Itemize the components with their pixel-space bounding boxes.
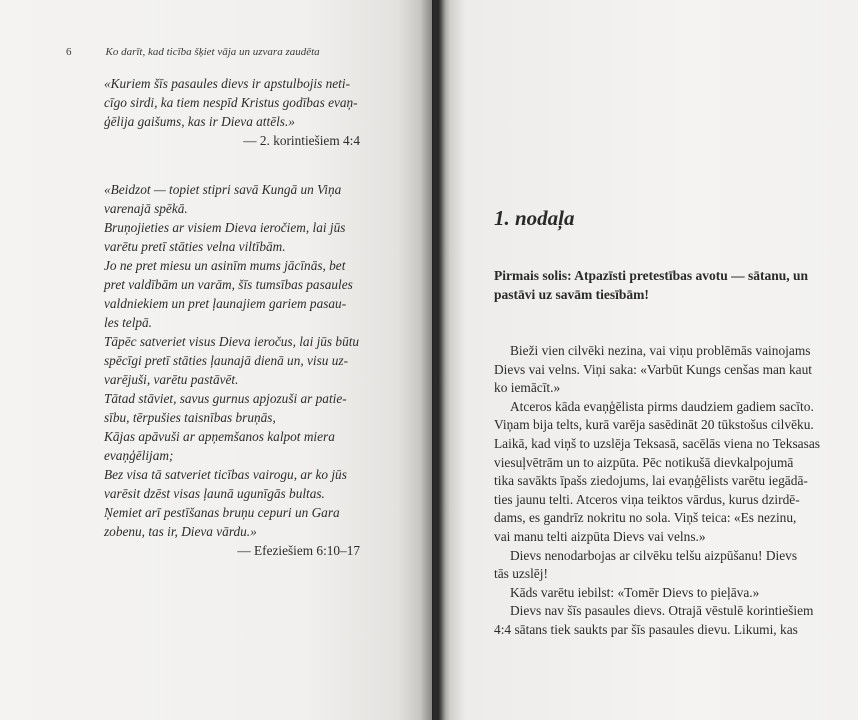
body-line: vai manu telti aizpūta Dievs vai velns.» — [494, 528, 706, 544]
epigraph-line: varēsit dzēst visas ļaunā ugunīgās bultas. — [104, 486, 325, 501]
epigraph-line: «Kuriem šīs pasaules dievs ir apstulbojis neti- — [104, 76, 350, 91]
epigraph-line: Ņemiet arī pestīšanas bruņu cepuri un Gara — [104, 505, 340, 520]
body-line: tās uzslēj! — [494, 566, 548, 582]
epigraph-line: les telpā. — [104, 315, 153, 330]
epigraph-line: Tātad stāviet, savus gurnus apjozuši ar patie- — [104, 391, 347, 406]
body-line: viesuļvētrām un to aizpūta. Pēc notikušā dievkalpojumā — [494, 454, 794, 470]
chapter-body — [494, 342, 820, 640]
epigraph-line: varētu pretī stāties velna viltībām. — [104, 239, 286, 254]
chapter-subheading — [494, 266, 820, 304]
epigraph-line: Kājas apāvuši ar apņemšanos kalpot miera — [104, 429, 335, 444]
body-line: 4:4 sātans tiek saukts par šīs pasaules dievu. Likumi, kas — [494, 621, 798, 637]
epigraph-line: evaņģēlijam; — [104, 448, 174, 463]
epigraph-reference: — Efeziešiem 6:10–17 — [237, 543, 360, 558]
body-line: Viņam bija telts, kurā varēja sasēdināt 20 tūkstošus cilvēku. — [494, 417, 814, 433]
epigraph-line: ģēlija gaišums, kas ir Dieva attēls.» — [104, 114, 295, 129]
epigraph-line: Tāpēc satveriet visus Dieva ieročus, lai jūs būtu — [104, 334, 360, 349]
epigraph-line: valdniekiem un pret ļaunajiem gariem pasau- — [104, 296, 347, 311]
body-line: tika savākts īpašs ziedojums, lai evaņģēlists varētu iegādā- — [494, 473, 808, 489]
chapter-title: 1. nodaļa — [494, 206, 575, 230]
body-line: Atceros kāda evaņģēlista pirms daudziem gadiem sacīto. — [510, 398, 814, 414]
epigraph-corinthians — [104, 74, 360, 150]
epigraph-reference: — 2. korintiešiem 4:4 — [243, 133, 360, 148]
book-gutter — [420, 0, 450, 720]
body-line: Kāds varētu iebilst: «Tomēr Dievs to pieļāva.» — [510, 584, 760, 600]
epigraph-line: pret valdībām un varām, šīs tumsības pasaules — [104, 277, 353, 292]
epigraph-ephesians — [104, 180, 360, 560]
body-line: dams, es gandrīz nokritu no sola. Viņš teica: «Es nezinu, — [494, 510, 797, 526]
body-line: ko iemācīt.» — [494, 380, 561, 396]
body-line: Dievs nav šīs pasaules dievs. Otrajā vēstulē korintiešiem — [510, 603, 814, 619]
epigraph-line: «Beidzot — topiet stipri savā Kungā un Viņa — [104, 182, 342, 197]
epigraph-line: varenajā spēkā. — [104, 201, 188, 216]
epigraph-line: zobenu, tas ir, Dieva vārdu.» — [104, 524, 257, 539]
epigraph-line: cīgo sirdi, ka tiem nespīd Kristus godības evaņ- — [104, 95, 358, 110]
epigraph-line: Bruņojieties ar visiem Dieva ieročiem, lai jūs — [104, 220, 346, 235]
epigraph-line: sību, tērpušies taisnības bruņās, — [104, 410, 276, 425]
body-line: Laikā, kad viņš to uzslēja Teksasā, sacēlās viena no Teksasas — [494, 435, 820, 451]
subheading-line: pastāvi uz savām tiesībām! — [494, 287, 649, 302]
body-line: Bieži vien cilvēki nezina, vai viņu problēmās vainojams — [510, 343, 811, 358]
running-head — [66, 46, 320, 58]
body-line: Dievs nenodarbojas ar cilvēku telšu aizpūšanu! Dievs — [510, 547, 798, 563]
epigraph-line: Jo ne pret miesu un asinīm mums jācīnās, bet — [104, 258, 346, 273]
epigraph-line: spēcīgi pretī stāties ļaunajā dienā un, visu uz- — [104, 353, 348, 368]
epigraph-line: varējuši, varētu pastāvēt. — [104, 372, 239, 387]
page-number: 6 — [66, 46, 72, 58]
epigraph-line: Bez visa tā satveriet ticības vairogu, ar ko jūs — [104, 467, 347, 482]
body-line: ties jaunu telti. Atceros viņa teiktos vārdus, kurus dzirdē- — [494, 491, 800, 507]
body-line: Dievs vai velns. Viņi saka: «Varbūt Kungs cenšas man kaut — [494, 361, 813, 377]
running-head-title: Ko darīt, kad ticība šķiet vāja un uzvara zaudēta — [105, 46, 320, 58]
subheading-line: Pirmais solis: Atpazīsti pretestības avotu — sātanu, un — [494, 268, 809, 283]
